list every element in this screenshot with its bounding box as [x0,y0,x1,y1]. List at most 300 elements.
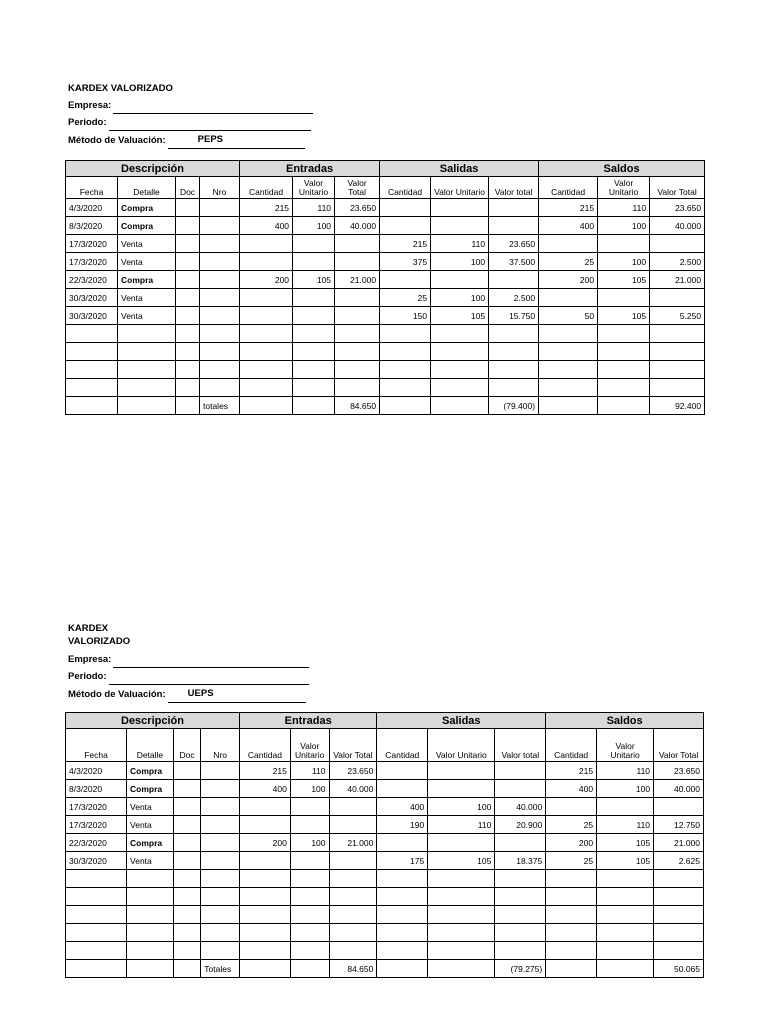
table-cell [546,942,597,960]
table-cell [240,235,293,253]
table-cell [654,942,704,960]
table-cell [118,397,176,415]
table-cell: 215 [546,762,597,780]
periodo-label: Periodo: [68,671,107,682]
table-cell [173,798,200,816]
table-cell [173,780,200,798]
table-cell [598,343,650,361]
table-cell: Venta [127,816,174,834]
group-entradas: Entradas [239,713,376,729]
table-cell [240,397,293,415]
table-cell: 40.000 [654,780,704,798]
table-cell [239,924,290,942]
table-cell [329,906,377,924]
table-cell [428,780,495,798]
table-cell [329,852,377,870]
kardex2-metodo [68,685,309,703]
table-cell [539,379,598,397]
table-cell [431,361,489,379]
table-cell [431,199,489,217]
table-cell [173,762,200,780]
table-cell [290,798,329,816]
table-cell [598,361,650,379]
table-cell [431,271,489,289]
table-cell [428,870,495,888]
table-cell [428,906,495,924]
table-cell [293,397,335,415]
group-descripcion: Descripción [66,161,240,177]
table-cell: Compra [118,271,176,289]
table-cell [546,870,597,888]
table-cell: 40.000 [495,798,546,816]
table-cell [200,307,240,325]
table-cell: 8/3/2020 [66,217,118,235]
table-cell [200,271,240,289]
table-cell [380,379,431,397]
table-cell [173,870,200,888]
table-cell: 22/3/2020 [66,834,127,852]
table-cell [654,870,704,888]
table-cell: 37.500 [489,253,539,271]
column-header: Detalle [127,729,174,762]
table-cell [329,798,377,816]
table-cell [489,361,539,379]
kardex1-header [68,80,313,149]
table-cell [290,942,329,960]
table-cell: 92.400 [650,397,705,415]
table-cell: 175 [377,852,428,870]
table-row [66,780,704,798]
table-cell [597,906,654,924]
table-cell [495,762,546,780]
table-cell [66,870,127,888]
table-cell [127,870,174,888]
column-header: Valor Unitario [598,177,650,199]
column-header: Cantidad [539,177,598,199]
table-cell: 215 [240,199,293,217]
table-row [66,253,705,271]
group-saldos: Saldos [546,713,704,729]
table-cell [201,942,240,960]
kardex1-title: KARDEX VALORIZADO [68,83,173,94]
table-cell [240,343,293,361]
table-cell [377,780,428,798]
group-salidas: Salidas [377,713,546,729]
table-cell: 25 [539,253,598,271]
table-cell: 40.000 [329,780,377,798]
table-cell [335,361,380,379]
table-row [66,924,704,942]
table-cell: 100 [290,834,329,852]
table-cell: 2.500 [489,289,539,307]
table-cell: Compra [127,780,174,798]
kardex2-title-line2: VALORIZADO [68,636,131,647]
table-cell [428,960,495,978]
table-cell: 30/3/2020 [66,852,127,870]
metodo-blank-right [214,692,306,703]
kardex1-table [65,160,705,415]
table-cell [654,924,704,942]
table-cell: 100 [597,780,654,798]
table-cell [201,852,240,870]
periodo-field[interactable] [109,120,311,131]
table-cell [546,906,597,924]
table-cell [377,924,428,942]
table-cell: 105 [598,307,650,325]
table-cell: Venta [118,235,176,253]
table-cell: 105 [431,307,489,325]
table-cell [173,888,200,906]
table-cell [428,762,495,780]
table-cell [293,307,335,325]
table-cell [335,379,380,397]
table-cell [597,960,654,978]
table-cell [66,942,127,960]
table-cell: 25 [380,289,431,307]
metodo-blank-left [168,692,188,703]
column-header: Detalle [118,177,176,199]
table-cell: 105 [597,852,654,870]
table-cell [173,834,200,852]
table-cell [428,834,495,852]
table-cell [597,924,654,942]
table-cell [66,343,118,361]
table-cell [598,325,650,343]
table-cell [293,343,335,361]
table-cell: 100 [598,217,650,235]
table-cell [431,343,489,361]
table-cell: 110 [428,816,495,834]
table-row [66,942,704,960]
table-cell [176,307,200,325]
table-cell [201,816,240,834]
table-cell [495,924,546,942]
table-cell: 23.650 [654,762,704,780]
empresa-field[interactable] [113,103,313,114]
kardex1-body [66,199,705,415]
table-cell: 400 [546,780,597,798]
table-cell [173,960,200,978]
table-cell: 23.650 [489,235,539,253]
table-cell [66,906,127,924]
table-cell [201,888,240,906]
table-cell [200,217,240,235]
table-cell: Compra [118,217,176,235]
table-cell [650,361,705,379]
table-cell [329,870,377,888]
column-header: Valor Total [650,177,705,199]
table-cell [380,361,431,379]
table-cell [495,888,546,906]
table-row [66,289,705,307]
table-cell: Venta [127,798,174,816]
kardex2-table [65,712,704,978]
table-cell [539,325,598,343]
table-cell [293,379,335,397]
table-cell [598,289,650,307]
column-header: Nro [200,177,240,199]
table-cell: 17/3/2020 [66,816,127,834]
table-cell [489,343,539,361]
table-cell [173,852,200,870]
table-cell: 105 [428,852,495,870]
table-cell [335,235,380,253]
table-cell: 50 [539,307,598,325]
kardex1-empresa [68,97,313,114]
table-cell [380,343,431,361]
table-cell [380,199,431,217]
table-cell: 20.900 [495,816,546,834]
empresa-field[interactable] [113,657,309,668]
empresa-label: Empresa: [68,654,112,665]
table-cell [597,888,654,906]
table-cell [495,942,546,960]
table-cell: 8/3/2020 [66,780,127,798]
table-cell [176,199,200,217]
table-cell [539,397,598,415]
table-cell: 110 [598,199,650,217]
metodo-label: Método de Valuación: [68,689,166,700]
column-header: Cantidad [546,729,597,762]
table-cell: 40.000 [650,217,705,235]
table-cell [489,379,539,397]
column-header: Fecha [66,177,118,199]
table-row [66,397,705,415]
table-cell: 215 [239,762,290,780]
kardex2-periodo [68,668,309,685]
table-cell [654,798,704,816]
table-cell: 15.750 [489,307,539,325]
table-cell: 21.000 [329,834,377,852]
table-cell: Venta [118,289,176,307]
table-cell: 375 [380,253,431,271]
kardex2-header [68,622,309,703]
table-cell [200,199,240,217]
table-cell [380,271,431,289]
table-cell: 25 [546,816,597,834]
table-cell [176,343,200,361]
table-row [66,307,705,325]
table-cell [377,762,428,780]
table-cell [539,343,598,361]
table-cell [176,361,200,379]
table-cell [598,235,650,253]
table-cell [200,289,240,307]
table-cell: 2.500 [650,253,705,271]
table-cell [200,343,240,361]
table-cell [377,906,428,924]
table-row [66,343,705,361]
table-cell [240,307,293,325]
table-cell [377,834,428,852]
column-header-row [66,729,704,762]
table-cell: 21.000 [335,271,380,289]
table-cell [176,289,200,307]
group-header-row [66,713,704,729]
table-cell [239,960,290,978]
column-header: Cantidad [240,177,293,199]
table-cell [377,942,428,960]
table-cell [546,924,597,942]
table-cell [495,906,546,924]
table-cell [176,397,200,415]
table-cell: 5.250 [650,307,705,325]
table-cell [377,888,428,906]
table-cell: 21.000 [650,271,705,289]
column-header: Valor Unitario [597,729,654,762]
table-cell [495,780,546,798]
table-cell [127,942,174,960]
table-cell [66,361,118,379]
table-cell [66,325,118,343]
table-cell [293,289,335,307]
table-cell [329,888,377,906]
table-cell [539,235,598,253]
table-row [66,816,704,834]
table-cell: 400 [240,217,293,235]
table-cell [176,253,200,271]
table-cell: 84.650 [335,397,380,415]
table-cell [654,888,704,906]
table-cell [173,942,200,960]
table-cell [428,888,495,906]
table-cell: 30/3/2020 [66,289,118,307]
table-cell [290,924,329,942]
table-cell [431,397,489,415]
table-cell [200,235,240,253]
table-row [66,762,704,780]
table-cell: 84.650 [329,960,377,978]
table-cell [200,325,240,343]
table-cell [127,960,174,978]
table-cell [118,361,176,379]
table-cell [201,870,240,888]
table-cell: 150 [380,307,431,325]
table-cell [335,289,380,307]
table-cell: 18.375 [495,852,546,870]
table-cell [127,888,174,906]
table-cell [489,325,539,343]
table-cell [200,253,240,271]
table-cell: (79.275) [495,960,546,978]
table-cell [650,289,705,307]
table-cell: Venta [118,307,176,325]
table-cell: 21.000 [654,834,704,852]
table-cell [329,924,377,942]
table-row [66,798,704,816]
table-cell: 40.000 [335,217,380,235]
table-cell [329,816,377,834]
table-cell: Compra [118,199,176,217]
column-header: Valor Total [335,177,380,199]
table-row [66,235,705,253]
table-cell [240,253,293,271]
table-cell [201,798,240,816]
table-cell [335,325,380,343]
table-cell [597,870,654,888]
table-cell [380,325,431,343]
table-cell [201,834,240,852]
table-row [66,888,704,906]
table-cell [489,271,539,289]
metodo-value: UEPS [188,685,214,703]
table-cell: 400 [239,780,290,798]
table-cell: Venta [127,852,174,870]
table-cell [127,924,174,942]
table-cell [329,942,377,960]
metodo-blank-right [223,138,305,149]
table-cell: 50.065 [654,960,704,978]
table-cell [290,888,329,906]
table-cell: 200 [240,271,293,289]
table-cell [200,379,240,397]
table-cell [118,379,176,397]
column-header: Valor total [489,177,539,199]
table-cell [335,253,380,271]
table-cell [377,870,428,888]
table-cell [240,361,293,379]
table-cell [239,852,290,870]
table-cell [240,325,293,343]
table-cell: 100 [293,217,335,235]
table-row [66,906,704,924]
table-cell [650,235,705,253]
column-header: Valor Total [654,729,704,762]
column-header: Valor Total [329,729,377,762]
table-row [66,379,705,397]
table-cell: Compra [127,834,174,852]
table-cell: Totales [201,960,240,978]
table-cell: 100 [431,253,489,271]
table-cell: 110 [290,762,329,780]
table-cell [539,289,598,307]
table-cell: 105 [597,834,654,852]
table-row [66,217,705,235]
periodo-field[interactable] [109,674,309,685]
table-cell [495,870,546,888]
table-cell [489,217,539,235]
table-cell [598,397,650,415]
table-cell [201,924,240,942]
table-cell [546,888,597,906]
table-cell [290,852,329,870]
table-cell [293,361,335,379]
table-cell [240,289,293,307]
table-cell [546,960,597,978]
table-cell [173,906,200,924]
table-cell: 110 [597,816,654,834]
kardex2-empresa [68,651,309,668]
table-cell [290,960,329,978]
table-cell: 200 [239,834,290,852]
table-row [66,271,705,289]
table-cell [239,870,290,888]
metodo-blank-left [168,138,198,149]
table-cell: 105 [598,271,650,289]
table-cell [173,816,200,834]
metodo-value: PEPS [198,131,223,149]
table-row [66,960,704,978]
table-cell [239,942,290,960]
table-cell: 215 [539,199,598,217]
table-cell [201,780,240,798]
column-header: Cantidad [239,729,290,762]
table-cell [239,906,290,924]
group-descripcion: Descripción [66,713,240,729]
table-cell [546,798,597,816]
table-cell: 110 [293,199,335,217]
table-cell [335,307,380,325]
